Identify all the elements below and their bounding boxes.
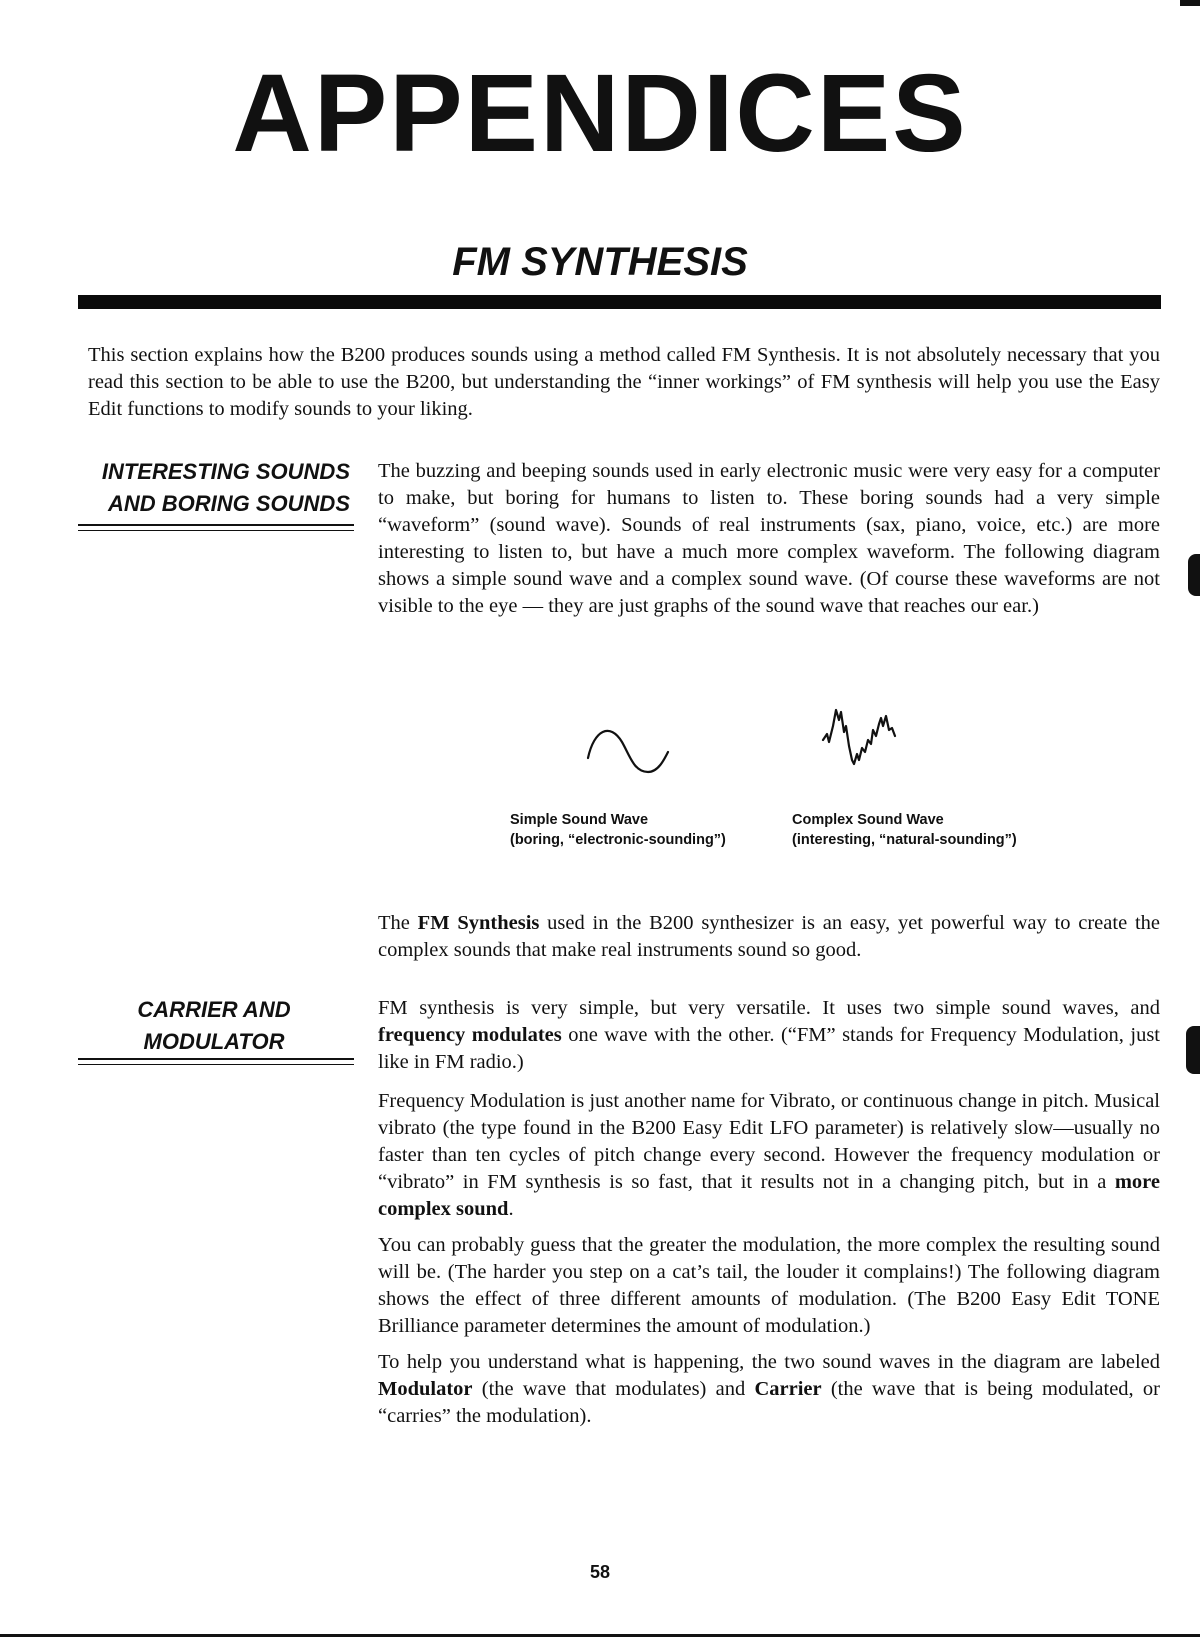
margin-tab-mark (1188, 554, 1200, 596)
bold-term: Modulator (378, 1378, 473, 1400)
body-paragraph: You can probably guess that the greater the modulation, the more complex the resulting sound will be. (The harder you step on a cat’s tail, the louder it complains!) The following diagram shows the effect of three different amounts of modulation. (The B200 Easy Edit TONE Brilliance parameter determines the amount of modulation.) (378, 1234, 1160, 1337)
side-heading-interesting-sounds (78, 456, 350, 520)
margin-tab-mark (1186, 1026, 1200, 1074)
text-run: used in the B200 synthesizer is an easy, yet powerful way to create the complex sounds that make real instruments sound so good. (378, 912, 1161, 961)
section-title: FM SYNTHESIS (452, 240, 748, 284)
body-paragraph: The buzzing and beeping sounds used in early electronic music were very easy for a computer to make, but boring for humans to listen to. These boring sounds had a very simple “waveform” (sound wave). Sounds of real instruments (sax, piano, voice, etc.) are more interesting to listen to, but have a much more complex waveform. The following diagram shows a simple sound wave and a complex sound wave. (Of course these waveforms are not visible to the eye — they are just graphs of the sound wave that reaches our ear.) (378, 460, 1160, 617)
side-heading-line: INTERESTING SOUNDS (101, 459, 350, 484)
text-run: Frequency Modulation is just another name for Vibrato, or continuous change in pitch. Musical vibrato (the type found in the B200 Easy Edit LFO parameter) is relatively slow—usually no faster than ten cycles of pitch change every second. However the frequency modulation or “vibrato” in FM synthesis is so fast, that it results not in a changing pitch, but in a (378, 1090, 1160, 1193)
complex-wave-caption (792, 810, 1072, 850)
side-heading-line: CARRIER AND (137, 997, 291, 1022)
complex-wave-figure (805, 690, 955, 790)
page-number: 58 (589, 1562, 611, 1582)
text-run: (the wave that modulates) and (472, 1378, 755, 1400)
bold-term: FM Synthesis (417, 912, 540, 934)
simple-wave-caption (510, 810, 770, 850)
body-paragraph (378, 1088, 1160, 1223)
text-run: To help you understand what is happening, the two sound waves in the diagram are labeled (378, 1351, 1160, 1373)
intro-paragraph: This section explains how the B200 produces sounds using a method called FM Synthesis. It is not absolutely necessary that you read this section to be able to use the B200, but understanding the “inner workings” of FM synthesis will help you use the Easy Edit functions to modify sounds to your liking. (88, 344, 1160, 420)
complex-wave-sublabel: (interesting, “natural-sounding”) (792, 832, 1017, 848)
section-rule (78, 295, 1161, 309)
bottom-edge-rule (0, 1634, 1200, 1637)
page-title: APPENDICES (232, 52, 968, 175)
text-run: one wave with the other. (“FM” stands for Frequency Modulation, just like in FM radio.) (378, 1024, 1160, 1073)
bold-term: more complex sound (378, 1171, 1160, 1220)
simple-wave-curve (588, 731, 668, 772)
bold-term: frequency modulates (378, 1024, 562, 1046)
heading-underline (78, 524, 354, 531)
text-run: The (378, 912, 418, 934)
simple-wave-label: Simple Sound Wave (510, 812, 649, 828)
body-paragraph (378, 910, 1160, 964)
side-heading-carrier-modulator (78, 994, 350, 1058)
complex-wave-curve (823, 710, 895, 764)
text-run: (the wave that is being modulated, or “carries” the modulation). (378, 1378, 1160, 1427)
simple-wave-figure (560, 700, 710, 785)
heading-underline (78, 1058, 354, 1065)
bold-term: Carrier (754, 1378, 822, 1400)
simple-wave-sublabel: (boring, “electronic-sounding”) (510, 832, 726, 848)
body-paragraph (378, 995, 1160, 1076)
side-heading-line: MODULATOR (143, 1029, 285, 1054)
corner-mark (1180, 0, 1200, 6)
text-run: FM synthesis is very simple, but very versatile. It uses two simple sound waves, and (378, 997, 1160, 1019)
complex-wave-label: Complex Sound Wave (792, 812, 944, 828)
side-heading-line: AND BORING SOUNDS (107, 491, 350, 516)
body-paragraph (378, 1349, 1160, 1430)
text-run: . (508, 1198, 514, 1220)
